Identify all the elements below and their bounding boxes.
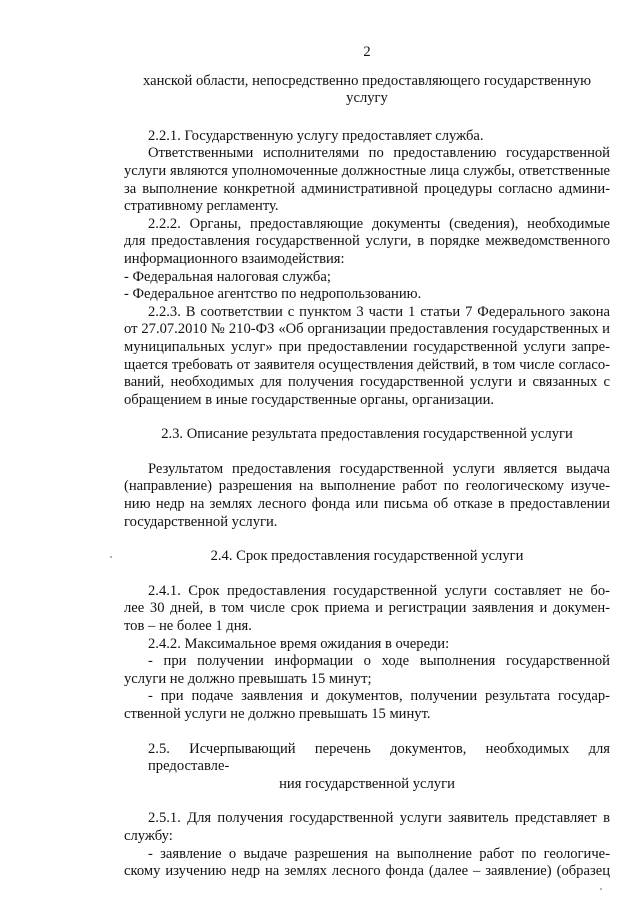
spacer	[124, 108, 610, 128]
text-line: лее 30 дней, в том числе срок приема и регистрации заявления и докумен-	[124, 600, 610, 617]
page-number: 2	[363, 44, 371, 60]
text-line: 2.5. Исчерпывающий перечень документов, необходимых для предоставле-	[148, 740, 610, 775]
spacer	[124, 444, 610, 461]
spacer	[124, 793, 610, 810]
text-line: ваний, необходимых для получения государственной услуги и связанных с	[124, 374, 610, 391]
text-line: 2.2.3. В соответствии с пунктом 3 части 1 статьи 7 Федерального закона	[148, 303, 610, 320]
text-line: информационного взаимодействия:	[124, 250, 345, 267]
text-line: 2.4.2. Максимальное время ожидания в очереди:	[148, 635, 450, 652]
text-line: Ответственными исполнителями по предоставлению государственной	[148, 145, 610, 162]
text-line: для предоставления государственной услуги, в порядке межведомственного	[124, 233, 610, 250]
text-line: службу:	[124, 827, 173, 844]
text-line: муниципальных услуг» при предоставлении государственной услуги запре-	[124, 338, 610, 355]
text-line: ханской области, непосредственно предоставляющего государственную	[143, 72, 591, 89]
document-body	[124, 73, 610, 881]
text-line: щается требовать от заявителя осуществления действий, в том числе согласо-	[124, 356, 610, 373]
text-line: услуги не должно превышать 15 минут;	[124, 670, 372, 687]
section-heading: 2.3. Описание результата предоставления государственной услуги	[161, 426, 573, 443]
text-line: (направление) разрешения на выполнение работ по геологическому изуче-	[124, 478, 610, 495]
text-line: тов – не более 1 дня.	[124, 618, 252, 635]
text-line: 2.2.1. Государственную услугу предоставляет служба.	[148, 127, 484, 144]
text-line: 2.2.2. Органы, предоставляющие документы (сведения), необходимые	[148, 215, 610, 232]
text-line: - Федеральная налоговая служба;	[124, 268, 331, 285]
text-line: - при получении информации о ходе выполнения государственной	[148, 653, 610, 670]
section-heading: 2.4. Срок предоставления государственной услуги	[210, 548, 524, 565]
text-line: нию недр на землях лесного фонда или письма об отказе в предоставлении	[124, 496, 610, 513]
spacer	[124, 724, 610, 741]
spacer	[124, 531, 610, 548]
text-line: 2.4.1. Срок предоставления государственной услуги составляет не бо-	[148, 582, 610, 599]
text-line: скому изучению недр на землях лесного фонда (далее – заявление) (образец	[124, 863, 610, 880]
text-line: Результатом предоставления государственной услуги является выдача	[148, 460, 610, 477]
scan-speck	[110, 556, 112, 558]
spacer	[124, 566, 610, 583]
text-line: - заявление о выдаче разрешения на выполнение работ по геологиче-	[148, 845, 610, 862]
text-line: - при подаче заявления и документов, получении результата государ-	[148, 688, 610, 705]
text-line: от 27.07.2010 № 210-ФЗ «Об организации предоставления государственных и	[124, 321, 610, 338]
scan-speck	[600, 888, 602, 890]
text-line: государственной услуги.	[124, 513, 278, 530]
text-line: ственной услуги не должно превышать 15 минут.	[124, 706, 431, 722]
spacer	[124, 409, 610, 426]
text-line: - Федеральное агентство по недропользованию.	[124, 286, 422, 303]
text-line: обращением в иные государственные органы, организации.	[124, 391, 495, 408]
text-line: за выполнение конкретной административной процедуры согласно админи-	[124, 180, 610, 197]
text-line: 2.5.1. Для получения государственной услуги заявитель представляет в	[148, 810, 610, 827]
text-line: услугу	[346, 90, 388, 107]
text-line: услуги являются уполномоченные должностные лица службы, ответственные	[124, 162, 610, 179]
section-heading: ния государственной услуги	[279, 775, 455, 792]
text-line: стративному регламенту.	[124, 198, 279, 215]
